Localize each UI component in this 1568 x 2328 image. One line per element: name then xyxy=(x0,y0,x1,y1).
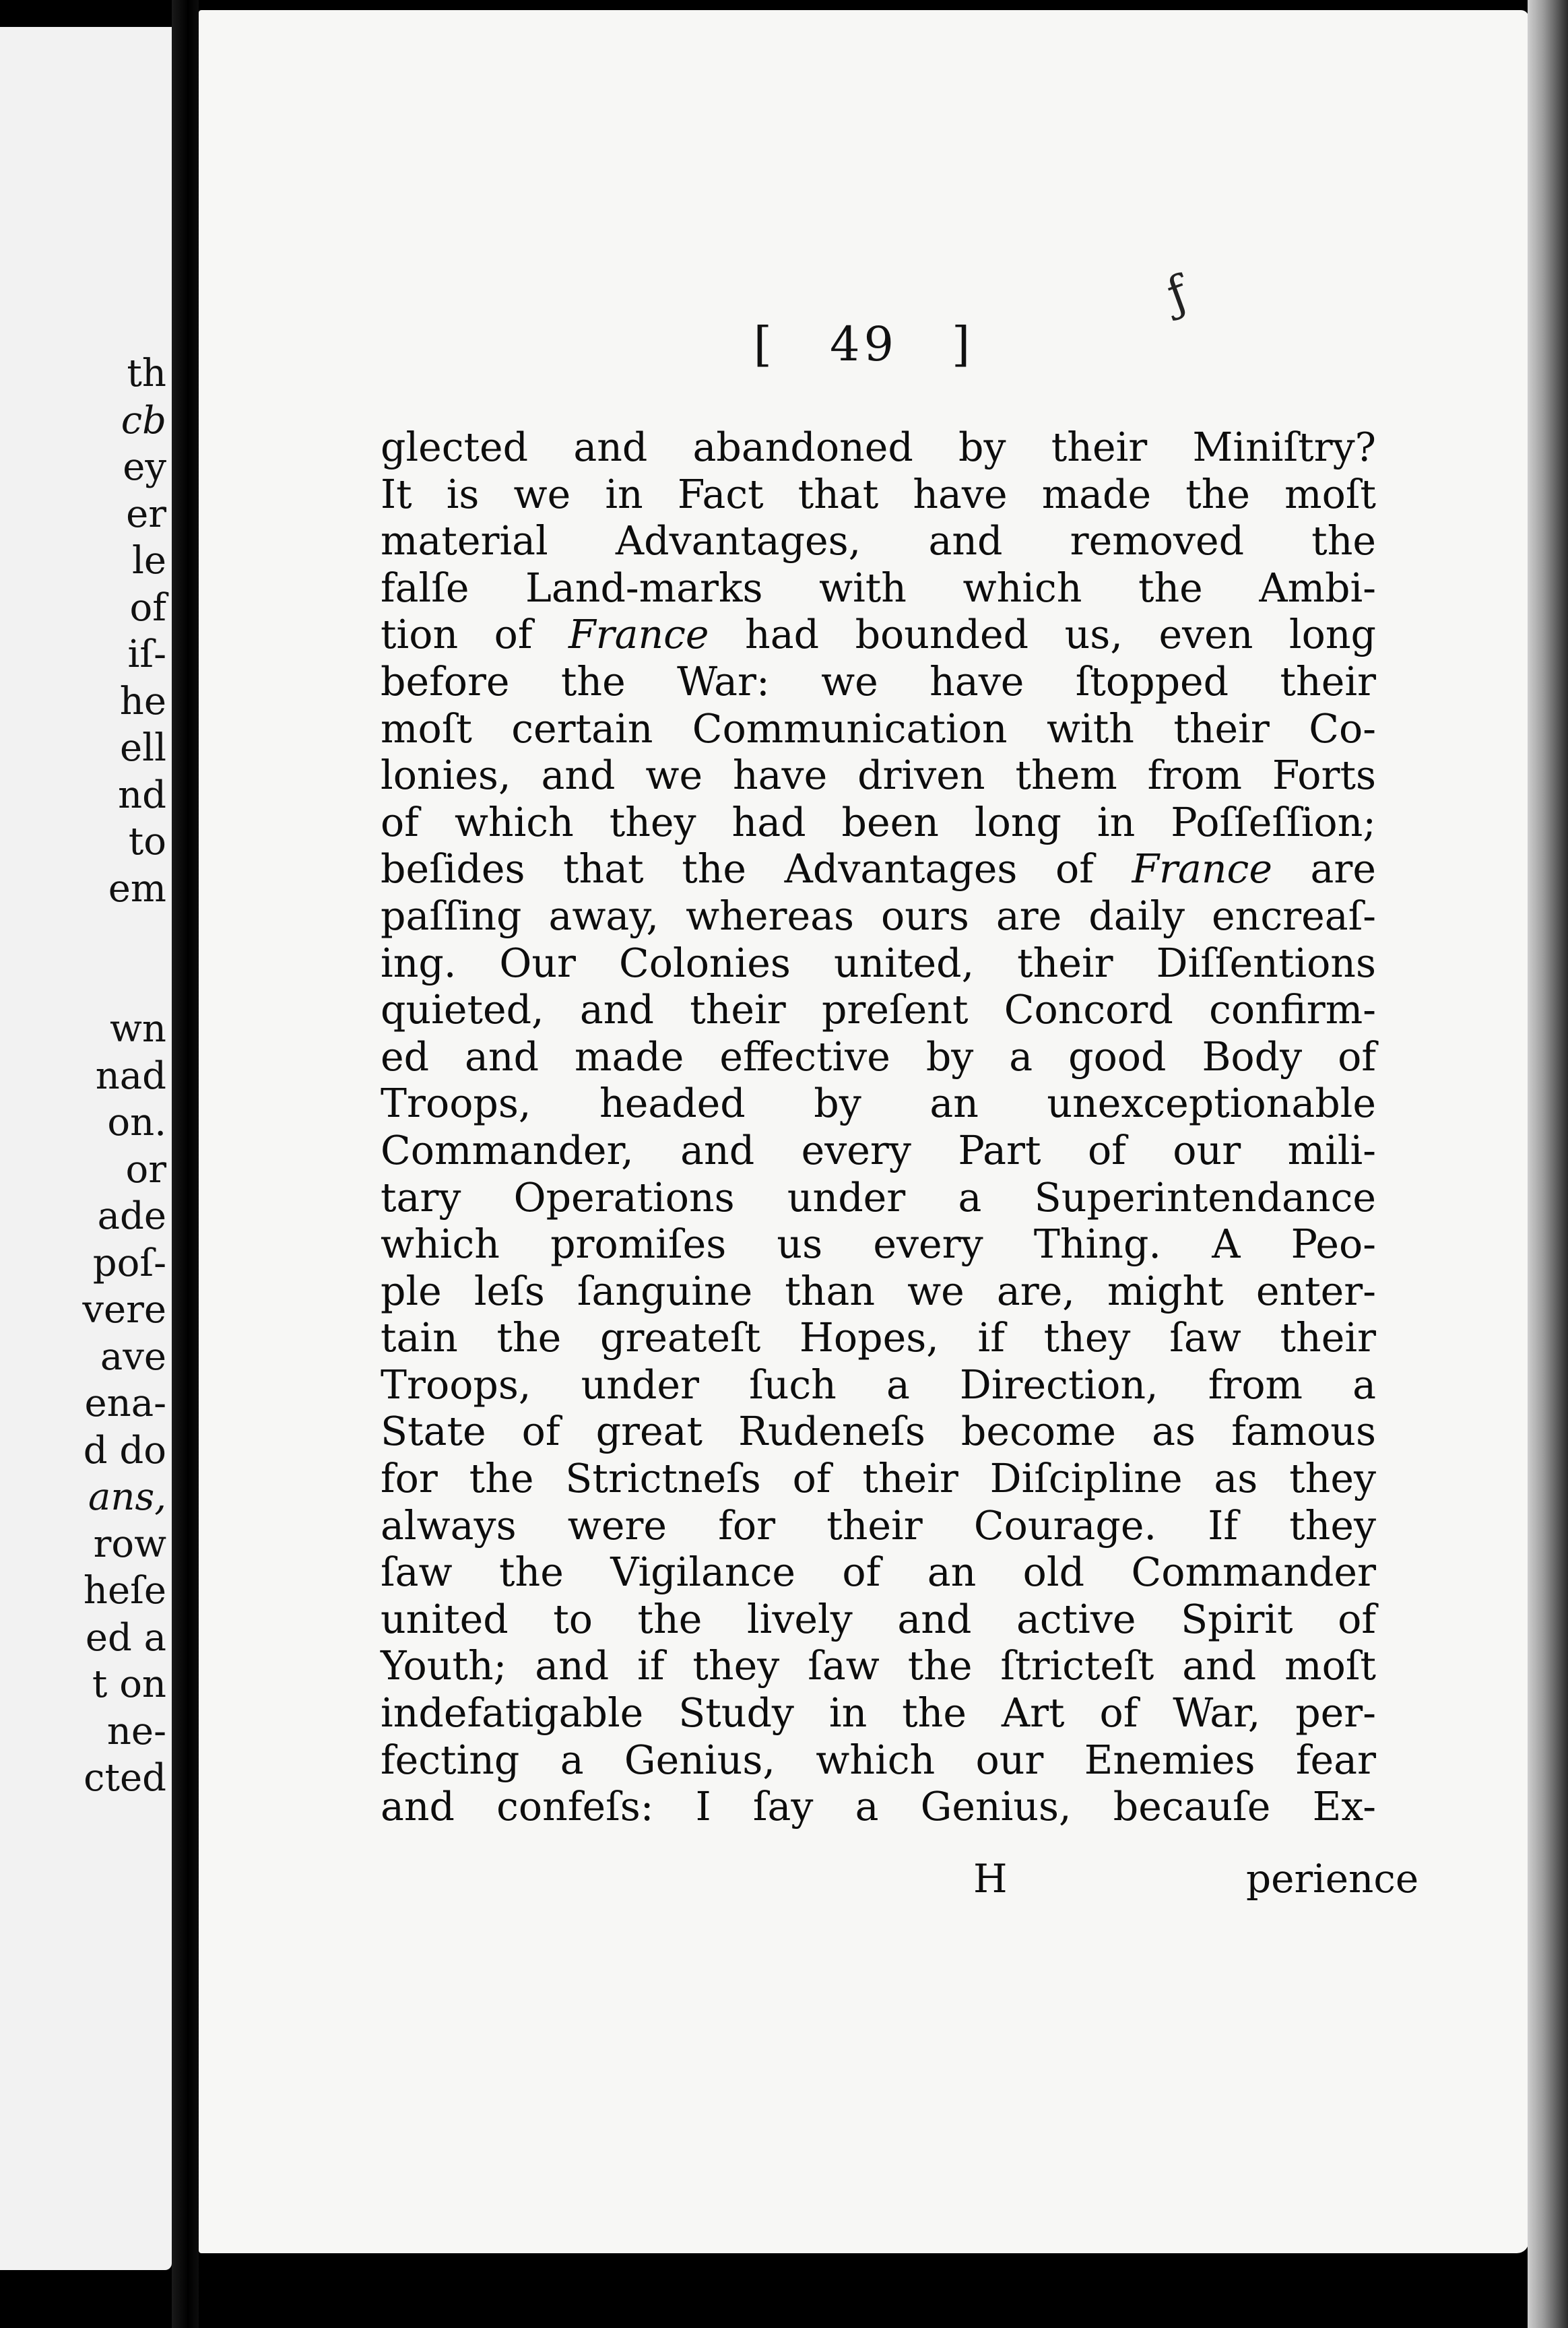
left-page-line: he xyxy=(119,679,166,723)
left-page-line: er xyxy=(126,492,166,536)
text-segment: always were for their Courage. If they xyxy=(381,1502,1376,1549)
text-segment: beſides that the Advantages of xyxy=(381,846,1132,893)
page-edge-shadow xyxy=(1528,0,1568,2328)
text-line xyxy=(381,1175,1376,1222)
text-line xyxy=(381,472,1376,519)
left-page-line: on. xyxy=(107,1101,166,1144)
text-segment: Troops, under ſuch a Direction, from a xyxy=(381,1361,1376,1408)
left-page-line: th xyxy=(127,352,166,395)
text-line xyxy=(381,706,1376,753)
text-line xyxy=(381,424,1376,472)
signature-mark: H xyxy=(973,1856,1008,1902)
text-line xyxy=(381,1643,1376,1690)
text-line xyxy=(381,846,1376,893)
text-line xyxy=(381,1362,1376,1409)
text-segment: quieted, and their preſent Concord confirm- xyxy=(381,987,1376,1033)
text-segment: had bounded us, even long xyxy=(709,612,1376,658)
left-adjacent-page xyxy=(0,27,172,2270)
left-page-line: d do xyxy=(83,1428,166,1473)
left-page-line: ave xyxy=(100,1334,166,1379)
text-line xyxy=(381,893,1376,940)
italic-text: France xyxy=(568,612,709,658)
text-line xyxy=(381,612,1376,659)
text-segment: paſſing away, whereas ours are daily encreaſ- xyxy=(381,893,1376,939)
text-line xyxy=(381,659,1376,706)
text-line xyxy=(381,1784,1376,1831)
left-page-line xyxy=(0,959,172,1006)
text-line xyxy=(381,1128,1376,1175)
text-line xyxy=(381,1409,1376,1456)
left-page-line: ena- xyxy=(84,1382,166,1425)
text-segment: It is we in Fact that have made the moſt xyxy=(381,471,1376,517)
text-line xyxy=(381,987,1376,1034)
text-segment: Youth; and if they ſaw the ſtricteſt and moſt xyxy=(381,1643,1376,1689)
left-page-line: em xyxy=(108,866,166,911)
text-line xyxy=(381,1456,1376,1503)
text-segment: ſaw the Vigilance of an old Commander xyxy=(381,1549,1376,1596)
text-line xyxy=(381,1315,1376,1362)
left-page-line xyxy=(0,912,172,959)
left-page-line: heſe xyxy=(83,1569,166,1613)
text-segment: for the Strictneſs of their Diſcipline as they xyxy=(381,1456,1376,1502)
text-segment: tain the greateſt Hopes, if they ſaw their xyxy=(381,1315,1376,1361)
left-page-line: le xyxy=(131,539,166,583)
left-page-line: ne- xyxy=(106,1709,166,1753)
left-page-line: ed a xyxy=(85,1615,166,1660)
left-page-line: cb xyxy=(121,398,166,443)
left-page-line: ans, xyxy=(88,1475,166,1519)
text-line xyxy=(381,565,1376,612)
text-segment: material Advantages, and removed the xyxy=(381,518,1376,564)
text-line xyxy=(381,1221,1376,1268)
text-segment: ple leſs ſanguine than we are, might enter- xyxy=(381,1268,1376,1314)
left-page-line: t on xyxy=(92,1662,166,1706)
left-page-line: nad xyxy=(95,1054,166,1098)
text-segment: indefatigable Study in the Art of War, per- xyxy=(381,1690,1376,1737)
text-line xyxy=(381,1737,1376,1784)
text-segment: tary Operations under a Superintendance xyxy=(381,1174,1376,1221)
text-segment: of which they had been long in Poſſeſſion; xyxy=(381,799,1376,845)
text-segment: before the War: we have ſtopped their xyxy=(381,658,1376,705)
text-line xyxy=(381,1690,1376,1737)
book-gutter xyxy=(172,0,199,2328)
main-page xyxy=(199,10,1529,2253)
left-page-line: vere xyxy=(82,1288,166,1332)
text-line xyxy=(381,1080,1376,1128)
left-page-line: iſ- xyxy=(127,633,166,676)
text-segment: Commander, and every Part of our mili- xyxy=(381,1127,1376,1173)
left-page-line: ell xyxy=(120,726,166,770)
left-page-line: to xyxy=(128,820,166,864)
left-page-line: ade xyxy=(97,1194,166,1238)
stray-ink-mark: ƒ xyxy=(1159,265,1196,323)
text-line xyxy=(381,1503,1376,1550)
text-line xyxy=(381,1549,1376,1596)
text-segment: fecting a Genius, which our Enemies fear xyxy=(381,1737,1376,1783)
text-segment: which promiſes us every Thing. A Peo- xyxy=(381,1221,1376,1268)
text-segment: falſe Land-marks with which the Ambi- xyxy=(381,564,1376,611)
left-page-line: poſ- xyxy=(92,1241,166,1285)
text-line xyxy=(381,800,1376,847)
text-line xyxy=(381,1596,1376,1644)
text-segment: moſt certain Communication with their Co- xyxy=(381,705,1376,752)
text-segment: ing. Our Colonies united, their Diſſentions xyxy=(381,940,1376,986)
catchword: perience xyxy=(1246,1856,1419,1902)
left-page-line: or xyxy=(125,1147,166,1192)
left-page-line: nd xyxy=(118,773,166,817)
left-page-line: cted xyxy=(84,1756,166,1800)
text-segment: united to the lively and active Spirit of xyxy=(381,1596,1376,1642)
text-segment: lonies, and we have driven them from Forts xyxy=(381,752,1376,799)
text-segment: are xyxy=(1272,846,1376,893)
text-segment: Troops, headed by an unexceptionable xyxy=(381,1080,1376,1127)
page-header xyxy=(199,317,1529,372)
text-segment: glected and abandoned by their Miniſtry? xyxy=(381,424,1376,470)
text-line xyxy=(381,1034,1376,1081)
text-line xyxy=(381,752,1376,800)
left-page-line: row xyxy=(93,1522,166,1566)
left-page-line: of xyxy=(129,585,166,630)
text-line xyxy=(381,518,1376,565)
italic-text: France xyxy=(1132,846,1272,893)
body-text xyxy=(381,424,1376,1831)
text-line xyxy=(381,1268,1376,1316)
left-page-line: wn xyxy=(110,1007,166,1051)
text-segment: tion of xyxy=(381,612,569,658)
bracket-close: ] xyxy=(952,317,975,372)
text-line xyxy=(381,940,1376,988)
page-number: 49 xyxy=(829,317,899,372)
left-page-line: ey xyxy=(123,445,166,489)
text-segment: and confeſs: I ſay a Genius, becauſe Ex- xyxy=(381,1784,1376,1830)
bracket-open: [ xyxy=(753,317,776,372)
text-segment: State of great Rudeneſs become as famous xyxy=(381,1409,1376,1455)
text-segment: ed and made effective by a good Body of xyxy=(381,1033,1376,1080)
left-page-text xyxy=(0,350,172,1802)
